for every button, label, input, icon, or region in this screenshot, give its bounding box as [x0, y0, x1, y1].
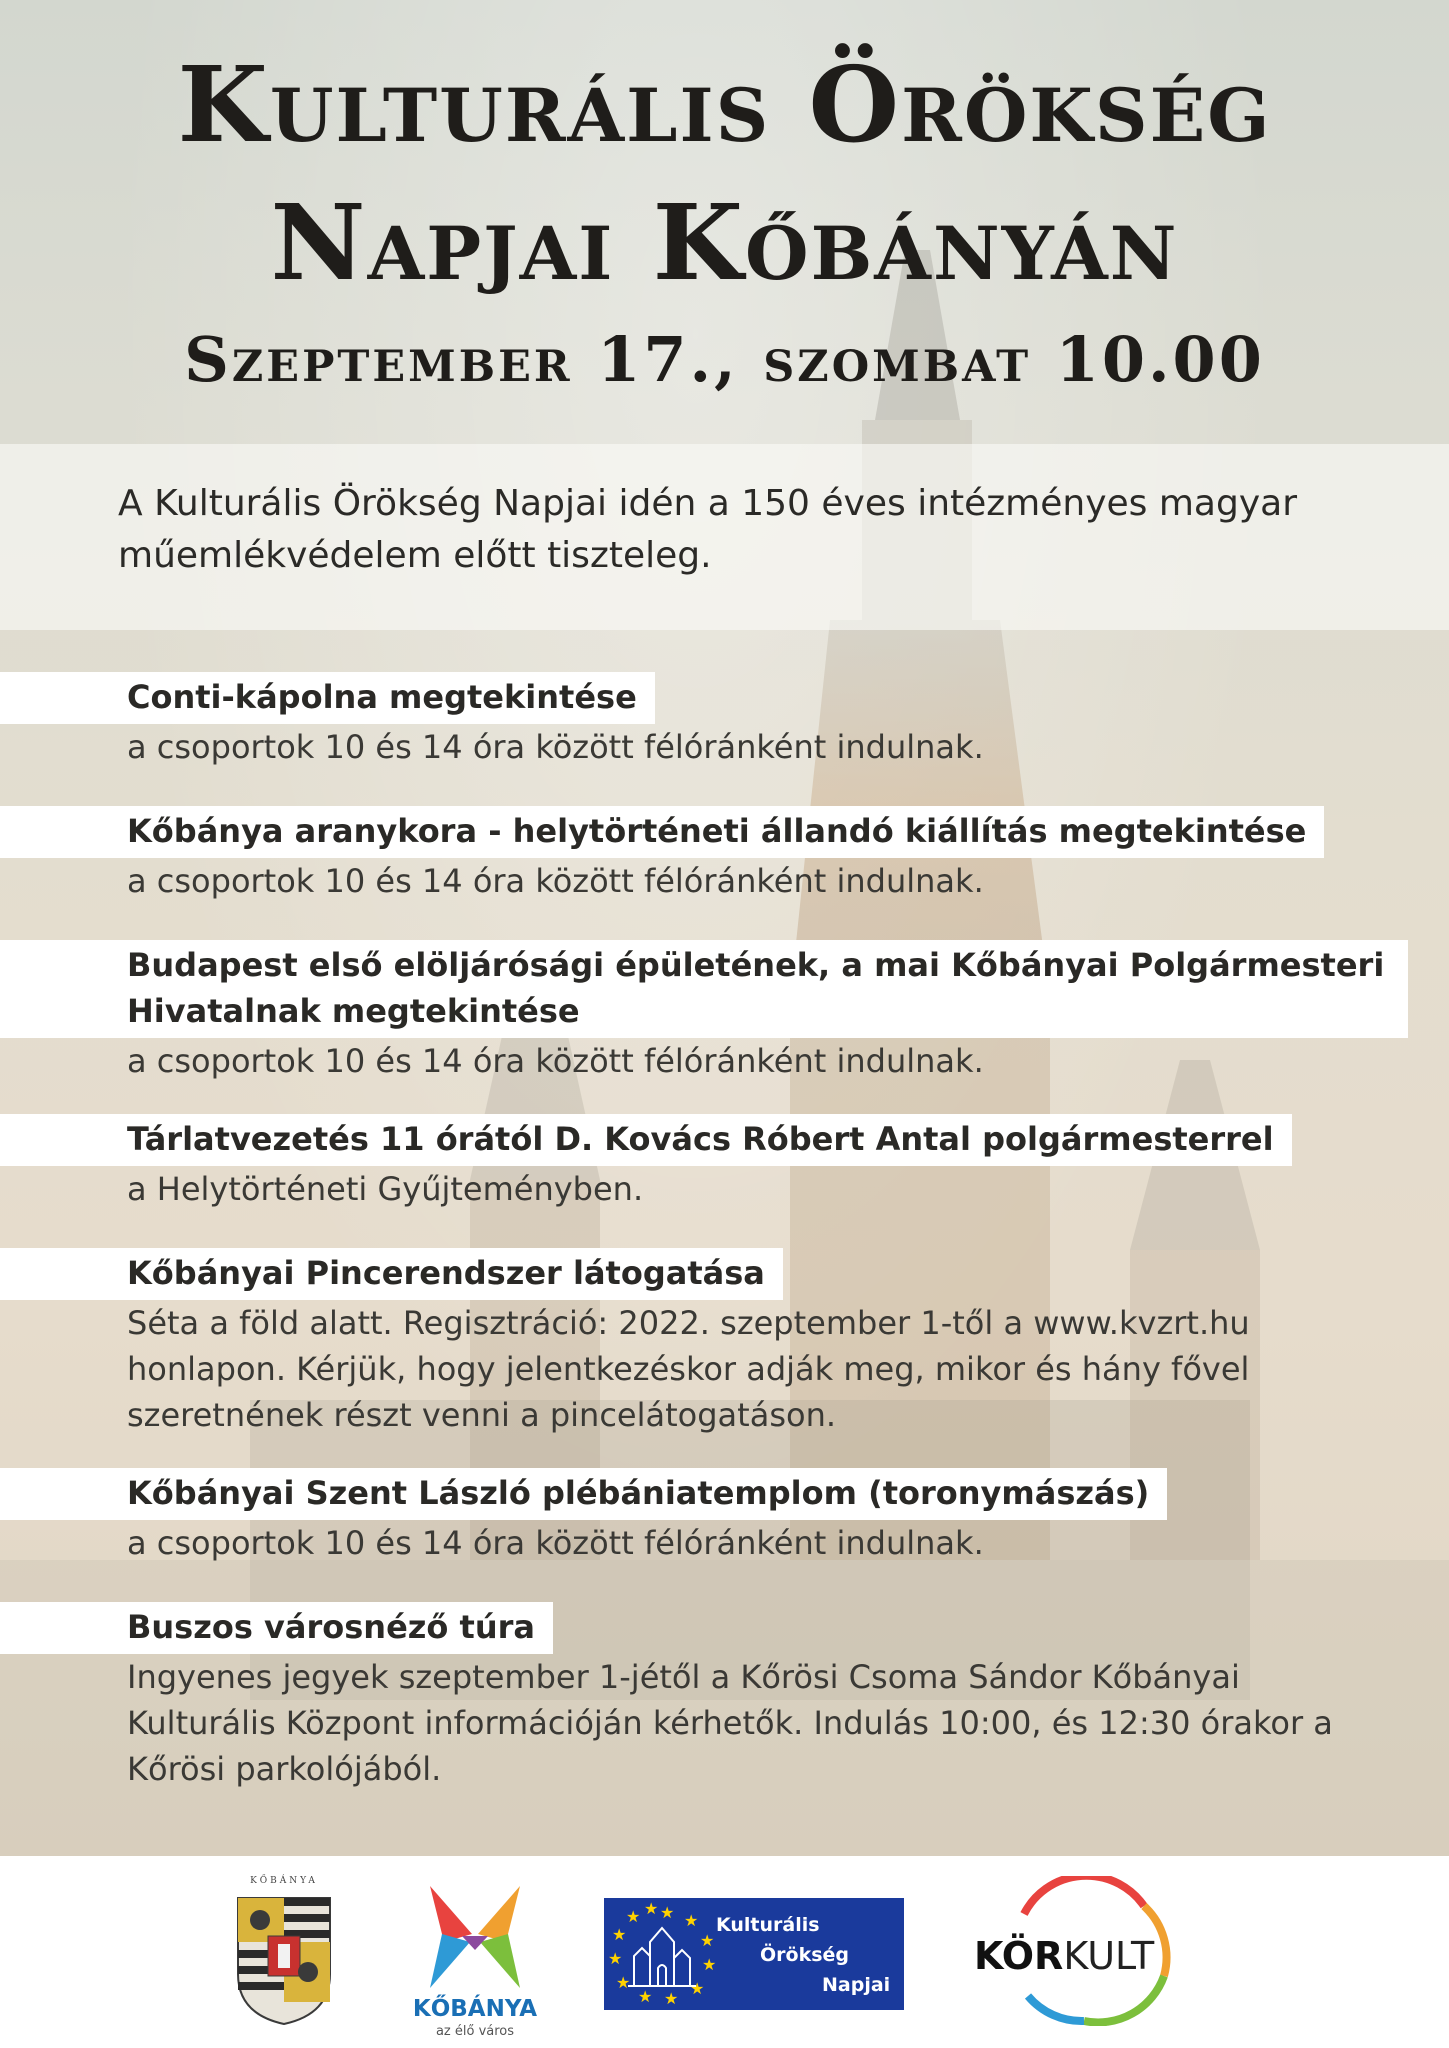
event-item	[0, 940, 1449, 1084]
korkult-logo	[964, 1876, 1190, 2026]
kobanya-crest-logo	[232, 1876, 336, 2026]
event-description: Séta a föld alatt. Regisztráció: 2022. szeptember 1-től a www.kvzrt.hu honlapon. Kérjük, hogy jelentkezéskor adják meg, mikor és hány fővel szeretnének részt venni a pincelátogatáson.	[127, 1304, 1250, 1434]
svg-text:★: ★	[608, 1949, 623, 1968]
svg-text:★: ★	[612, 1925, 627, 1944]
korkult-part1: KÖR	[974, 1934, 1064, 1978]
korkult-wordmark	[974, 1934, 1154, 1978]
event-title: Conti-kápolna megtekintése	[0, 672, 655, 724]
eu-logo-line1: Kulturális	[716, 1914, 820, 1936]
intro-text: A Kulturális Örökség Napjai idén a 150 éves intézményes magyar műemlékvédelem előtt tiszteleg.	[118, 483, 1297, 576]
event-title: Buszos városnéző túra	[0, 1602, 553, 1654]
svg-text:★: ★	[638, 1987, 653, 2006]
event-description: a csoportok 10 és 14 óra között félóránként indulnak.	[127, 1042, 984, 1080]
korkult-part2: KULT	[1063, 1934, 1155, 1978]
footer-logos	[0, 1856, 1449, 2048]
kobanya-x-icon	[410, 1878, 540, 1994]
kulturalis-orokseg-napjai-logo	[604, 1898, 904, 2010]
event-title: Kőbányai Szent László plébániatemplom (toronymászás)	[0, 1468, 1167, 1520]
page-title-line1: Kulturális Örökség	[177, 43, 1272, 166]
event-item	[0, 806, 1449, 904]
event-description: a csoportok 10 és 14 óra között félóránként indulnak.	[127, 862, 984, 900]
event-description: a Helytörténeti Gyűjteményben.	[127, 1170, 644, 1208]
svg-text:★: ★	[690, 1979, 705, 1998]
coat-of-arms-icon	[232, 1876, 336, 2026]
event-item	[0, 1248, 1449, 1438]
kobanya-city-logo	[410, 1878, 540, 2038]
event-date: Szeptember 17., szombat 10.00	[184, 323, 1265, 396]
svg-text:★: ★	[660, 1903, 675, 1922]
svg-text:★: ★	[664, 1989, 679, 2008]
crest-caption: KŐBÁNYA	[250, 1876, 318, 1886]
kobanya-logo-name: KŐBÁNYA	[412, 1996, 538, 2022]
event-item	[0, 1602, 1449, 1792]
event-item	[0, 1468, 1449, 1566]
event-description: a csoportok 10 és 14 óra között félóránként indulnak.	[127, 1524, 984, 1562]
event-item	[0, 672, 1449, 770]
svg-text:★: ★	[616, 1973, 631, 1992]
eu-stars-castle-icon	[604, 1898, 724, 2010]
event-description: a csoportok 10 és 14 óra között félóránként indulnak.	[127, 728, 984, 766]
svg-text:★: ★	[702, 1955, 717, 1974]
event-title: Budapest első elöljárósági épületének, a mai Kőbányai Polgármesteri Hivatalnak megtekintése	[0, 940, 1408, 1038]
event-description: Ingyenes jegyek szeptember 1-jétől a Kőrösi Csoma Sándor Kőbányai Kulturális Központ információján kérhetők. Indulás 10:00, és 12:30 órakor a Kőrösi parkolójából.	[127, 1658, 1333, 1788]
event-item	[0, 1114, 1449, 1212]
svg-text:★: ★	[700, 1931, 715, 1950]
event-title: Kőbánya aranykora - helytörténeti állandó kiállítás megtekintése	[0, 806, 1324, 858]
eu-logo-line3: Napjai	[822, 1974, 891, 1996]
page-title-line2: Napjai Kőbányán	[270, 181, 1179, 304]
kobanya-logo-tagline: az élő város	[435, 2024, 515, 2039]
event-title: Kőbányai Pincerendszer látogatása	[0, 1248, 783, 1300]
eu-logo-line2: Örökség	[760, 1944, 850, 1966]
event-title: Tárlatvezetés 11 órától D. Kovács Róbert Antal polgármesterrel	[0, 1114, 1292, 1166]
svg-text:★: ★	[684, 1911, 699, 1930]
svg-text:★: ★	[644, 1899, 659, 1918]
svg-text:★: ★	[626, 1907, 641, 1926]
